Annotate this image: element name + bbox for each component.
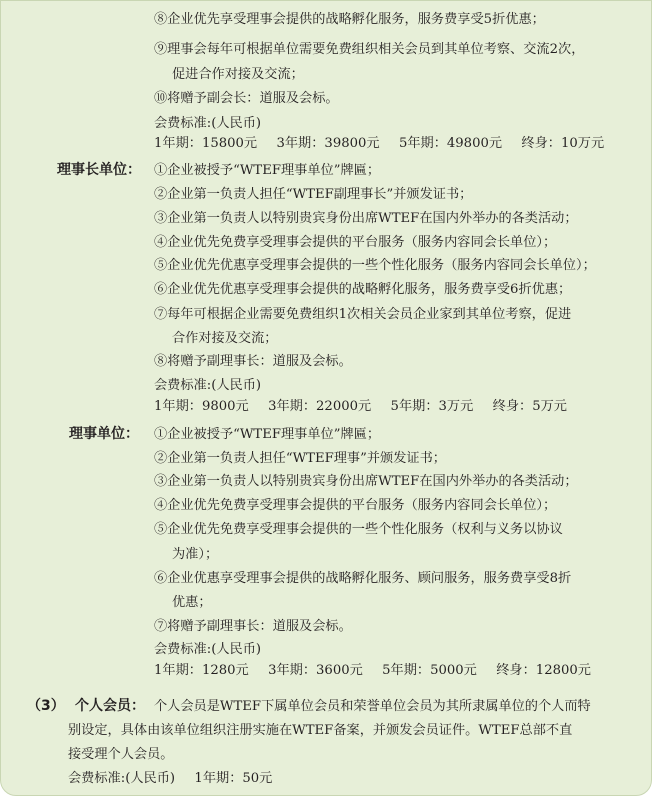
list-item: ⑤企业优先优惠享受理事会提供的一些个性化服务（服务内容同会长单位）；: [154, 258, 596, 273]
list-item: ②企业第一负责人担任“WTEF理事”并颁发证书；: [154, 451, 446, 466]
fee-line: 会费标准:(人民币) 1年期：50元: [68, 771, 273, 786]
list-item: 为准）；: [172, 547, 219, 562]
fee-title: 会费标准:(人民币): [154, 116, 262, 131]
list-item: ⑥企业优惠享受理事会提供的战略孵化服务、顾问服务，服务费享受8折: [154, 571, 572, 586]
list-item: ⑤企业优先免费享受理事会提供的一些个性化服务（权利与义务以协议: [154, 522, 563, 537]
list-item: ⑥企业优先优惠享受理事会提供的战略孵化服务，服务费享受6折优惠；: [154, 282, 572, 297]
fee-title: 会费标准:(人民币): [154, 378, 262, 393]
list-item: ⑧将赠予副理事长：道服及会标。: [154, 354, 352, 369]
list-item: ④企业优先免费享受理事会提供的平台服务（服务内容同会长单位）；: [154, 498, 557, 513]
paragraph-line: 个人会员是WTEF下属单位会员和荣誉单位会员为其所隶属单位的个人而特: [154, 699, 591, 714]
paragraph-line: 别设定，具体由该单位组织注册实施在WTEF备案，并颁发会员证件。WTEF总部不直: [68, 723, 573, 738]
list-item: ⑨理事会每年可根据单位需要免费组织相关会员到其单位考察、交流2次，: [154, 42, 585, 57]
list-item: ③企业第一负责人以特别贵宾身份出席WTEF在国内外举办的各类活动；: [154, 474, 578, 489]
section-label-director: 理事单位：: [69, 426, 139, 442]
list-item: ③企业第一负责人以特别贵宾身份出席WTEF在国内外举办的各类活动；: [154, 211, 578, 226]
list-item: ⑩将赠予副会长：道服及会标。: [154, 91, 339, 106]
fee-line: 1年期：1280元 3年期：3600元 5年期：5000元 终身：12800元: [154, 663, 591, 678]
fee-line: 1年期：9800元 3年期：22000元 5年期：3万元 终身：5万元: [154, 399, 567, 414]
section-label-director-head: 理事长单位：: [57, 162, 141, 178]
list-item: 优惠；: [172, 595, 212, 610]
list-item: ④企业优先免费享受理事会提供的平台服务（服务内容同会长单位）；: [154, 235, 557, 250]
paragraph-line: 接受理个人会员。: [68, 747, 174, 762]
list-item: ⑦将赠予副理事长：道服及会标。: [154, 619, 352, 634]
list-item: ⑧企业优先享受理事会提供的战略孵化服务，服务费享受5折优惠；: [154, 12, 545, 27]
list-item: ①企业被授予“WTEF理事单位”牌匾；: [154, 427, 381, 442]
section-number: （3）: [27, 698, 65, 714]
list-item: ⑦每年可根据企业需要免费组织1次相关会员企业家到其单位考察，促进: [154, 307, 572, 322]
list-item: ①企业被授予“WTEF理事单位”牌匾；: [154, 163, 381, 178]
list-item: 促进合作对接及交流；: [172, 67, 304, 82]
fee-line: 1年期：15800元 3年期：39800元 5年期：49800元 终身：10万元: [154, 136, 605, 151]
section-label-individual: 个人会员：: [75, 698, 145, 714]
list-item: ②企业第一负责人担任“WTEF副理事长”并颁发证书；: [154, 187, 473, 202]
fee-title: 会费标准:(人民币): [154, 642, 262, 657]
list-item: 合作对接及交流；: [172, 331, 278, 346]
